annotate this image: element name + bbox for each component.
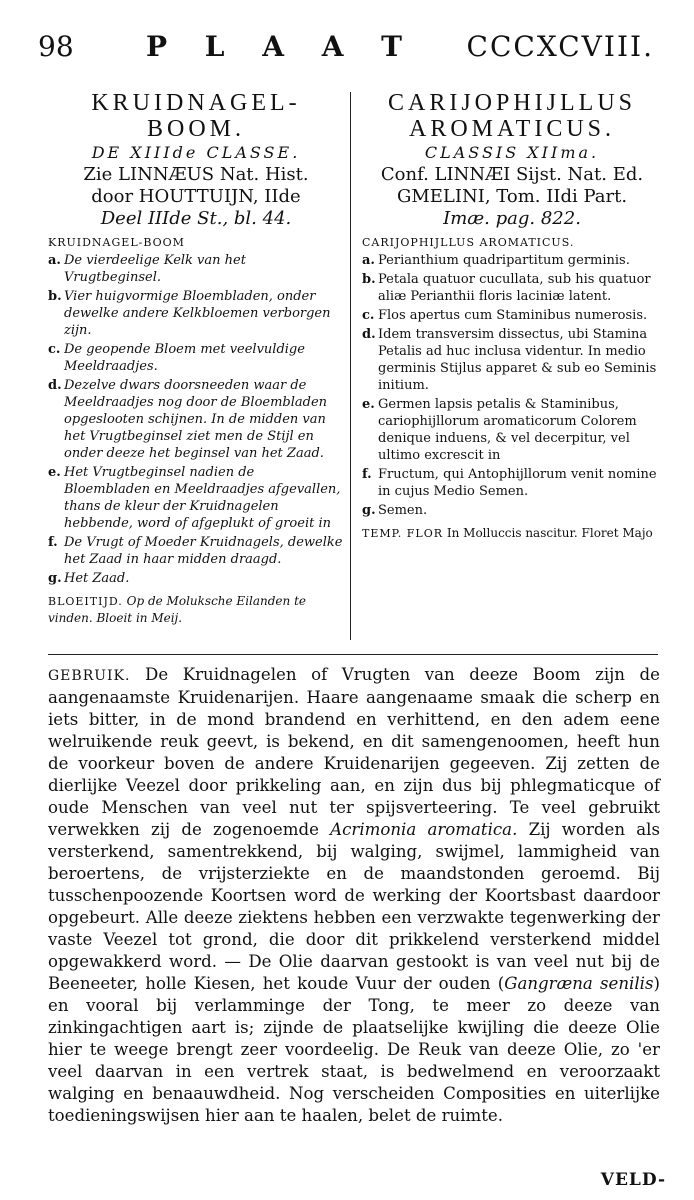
dutch-column [48, 90, 344, 627]
dutch-class-line: DE XIIIde CLASSE. [91, 143, 301, 162]
dutch-entry-b [48, 288, 344, 339]
entry-letter: a. [48, 253, 61, 268]
dutch-ref-line-2: door HOUTTUIJN, IIde [91, 186, 301, 207]
dutch-flowering-note [48, 593, 344, 627]
latin-entry-f [362, 466, 662, 500]
entry-letter: f. [48, 535, 58, 550]
entry-text: Fructum, qui Antophijllorum venit nomine in cujus Medio Semen. [378, 467, 657, 499]
catchword: VELD- [600, 1170, 666, 1190]
page-number: 98 [38, 30, 74, 63]
latin-column [362, 90, 662, 542]
usage-term-gangraena: Gangræna senilis [504, 974, 654, 993]
latin-ref-line-3: Imæ. pag. 822. [443, 208, 581, 229]
plate-number: CCCXCVIII. [466, 30, 654, 63]
usage-text-2: Zij worden als versterkend, samentrekkend, bij walging, swijmel, lammigheid van beroertens, de vrijsterziekte en de maandstonden geroemd. Bij tusschenpoozende Koortsen word de werking der Koortsbast daardoor opgebeurt. Alle deeze ziektens hebben een verzwakte tegenwerking der vaste Veezel tot grond, die door dit prikkelend versterkend middel opgewakkerd word. — De Olie daarvan gestookt is van veel nut bij de Beeneeter, holle Kiesen, het koude Vuur der ouden ( [48, 820, 660, 993]
entry-letter: g. [362, 503, 376, 518]
entry-letter: e. [48, 465, 61, 480]
flowering-text: Op de Moluksche Eilanden te vinden. Bloeit in Meij. [48, 594, 306, 625]
entry-letter: c. [362, 308, 375, 323]
latin-ref-line-1: Conf. LINNÆI Sijst. Nat. Ed. [380, 164, 644, 185]
latin-entry-g [362, 502, 662, 519]
section-rule [48, 654, 658, 655]
usage-term-acrimonia: Acrimonia aromatica. [330, 820, 518, 839]
entry-text: De vierdeelige Kelk van het Vrugtbeginsel. [64, 253, 246, 285]
flowering-text: In Molluccis nascitur. Floret Majo [446, 526, 653, 540]
entry-letter: e. [362, 397, 375, 412]
entry-text: De geopende Bloem met veelvuldige Meeldraadjes. [64, 342, 305, 374]
latin-name-line-2: AROMATICUS. [408, 116, 616, 142]
entry-text: Perianthium quadripartitum germinis. [378, 253, 630, 268]
usage-lead: GEBRUIK. [48, 668, 131, 684]
dutch-ref-line-1: Zie LINNÆUS Nat. Hist. [83, 164, 309, 185]
entry-text: Petala quatuor cucullata, sub his quatuor aliæ Perianthii floris laciniæ latent. [378, 272, 651, 304]
latin-class-line: CLASSIS XIIma. [424, 143, 600, 162]
entry-letter: d. [362, 327, 376, 342]
page-header [38, 30, 658, 72]
flowering-label: TEMP. FLOR [362, 527, 444, 540]
latin-entry-e [362, 396, 662, 464]
dutch-label-heading: KRUIDNAGEL-BOOM [48, 236, 185, 249]
entry-text: Dezelve dwars doorsneeden waar de Meeldraadjes nog door de Bloembladen opgeslooten schijnen. In de midden van het Vrugtbeginsel ziet men de Stijl en onder deeze het beginsel van het Zaad. [64, 378, 328, 461]
usage-paragraph [48, 664, 660, 1127]
entry-letter: g. [48, 571, 62, 586]
usage-text-1: De Kruidnagelen of Vrugten van deeze Boom zijn de aangenaamste Kruidenarijen. Haare aangenaame smaak die scherp en iets bitter, in de mond brandend en verhittend, en den adem eene welruikende reuk geevt, is bekend, en dit samengenoomen, heeft hun de voorkeur boven de andere Kruidenarijen gegeeven. Zij zetten de dierlijke Veezel door prikkeling aan, en zijn dus bij phlegmaticque of oude Menschen van veel nut ter spijsverteering. Te veel gebruikt verwekken zij de zogenoemde [48, 665, 660, 839]
entry-letter: b. [362, 272, 376, 287]
dutch-name-line-2: BOOM. [146, 116, 245, 142]
dutch-entry-a [48, 252, 344, 286]
usage-text-3: ) en vooral bij verlamminge der Tong, te meer zo deeze van zinkingachtigen aart is; zijnde de plaatselijke kwijling die deeze Olie hier te weege brengt zeer voordeelig. De Reuk van deeze Olie, zo 'er veel daarvan in een vertrek staat, is bedwelmend en veroorzaakt walging en benaauwdheid. Nog verscheiden Composities en uiterlijke toedieningswijsen hier aan te haalen, belet de ruimte. [48, 974, 660, 1125]
entry-letter: a. [362, 253, 375, 268]
latin-ref-line-2: GMELINI, Tom. IIdi Part. [396, 186, 628, 207]
latin-entry-b [362, 271, 662, 305]
entry-text: Semen. [378, 503, 428, 518]
latin-flowering-note [362, 525, 662, 542]
plate-title: P L A A T [146, 30, 417, 63]
latin-entry-c [362, 307, 662, 324]
latin-entry-a [362, 252, 662, 269]
entry-letter: d. [48, 378, 62, 393]
entry-text: Het Zaad. [64, 571, 130, 586]
entry-text: De Vrugt of Moeder Kruidnagels, dewelke het Zaad in haar midden draagd. [64, 535, 343, 567]
entry-text: Het Vrugtbeginsel nadien de Bloembladen en Meeldraadjes afgevallen, thans de kleur der Kruidnagelen hebbende, word of afgeplukt of groeit in [64, 465, 341, 531]
entry-letter: f. [362, 467, 372, 482]
entry-text: Vier huigvormige Bloembladen, onder dewelke andere Kelkbloemen verborgen zijn. [64, 289, 331, 338]
entry-text: Flos apertus cum Staminibus numerosis. [378, 308, 648, 323]
dutch-ref-line-3: Deel IIIde St., bl. 44. [100, 208, 292, 229]
entry-letter: c. [48, 342, 61, 357]
column-divider [350, 92, 351, 640]
dutch-entry-c [48, 341, 344, 375]
dutch-entry-d [48, 377, 344, 462]
latin-name-line-1: CARIJOPHIJLLUS [387, 90, 637, 116]
latin-label-heading: CARIJOPHIJLLUS AROMATICUS. [362, 236, 575, 249]
entry-letter: b. [48, 289, 62, 304]
dutch-entry-f [48, 534, 344, 568]
entry-text: Idem transversim dissectus, ubi Stamina Petalis ad huc inclusa videntur. In medio germinis Stijlus apparet & sub eo Seminis initium. [378, 327, 657, 393]
dutch-entry-g [48, 570, 344, 587]
entry-text: Germen lapsis petalis & Staminibus, cariophijllorum aromaticorum Colorem denique induens, & vel decerpitur, vel ultimo excrescit in [378, 397, 637, 463]
dutch-entry-e [48, 464, 344, 532]
dutch-name-line-1: KRUIDNAGEL- [91, 90, 301, 116]
latin-entry-d [362, 326, 662, 394]
flowering-label: BLOEITIJD. [48, 595, 123, 608]
